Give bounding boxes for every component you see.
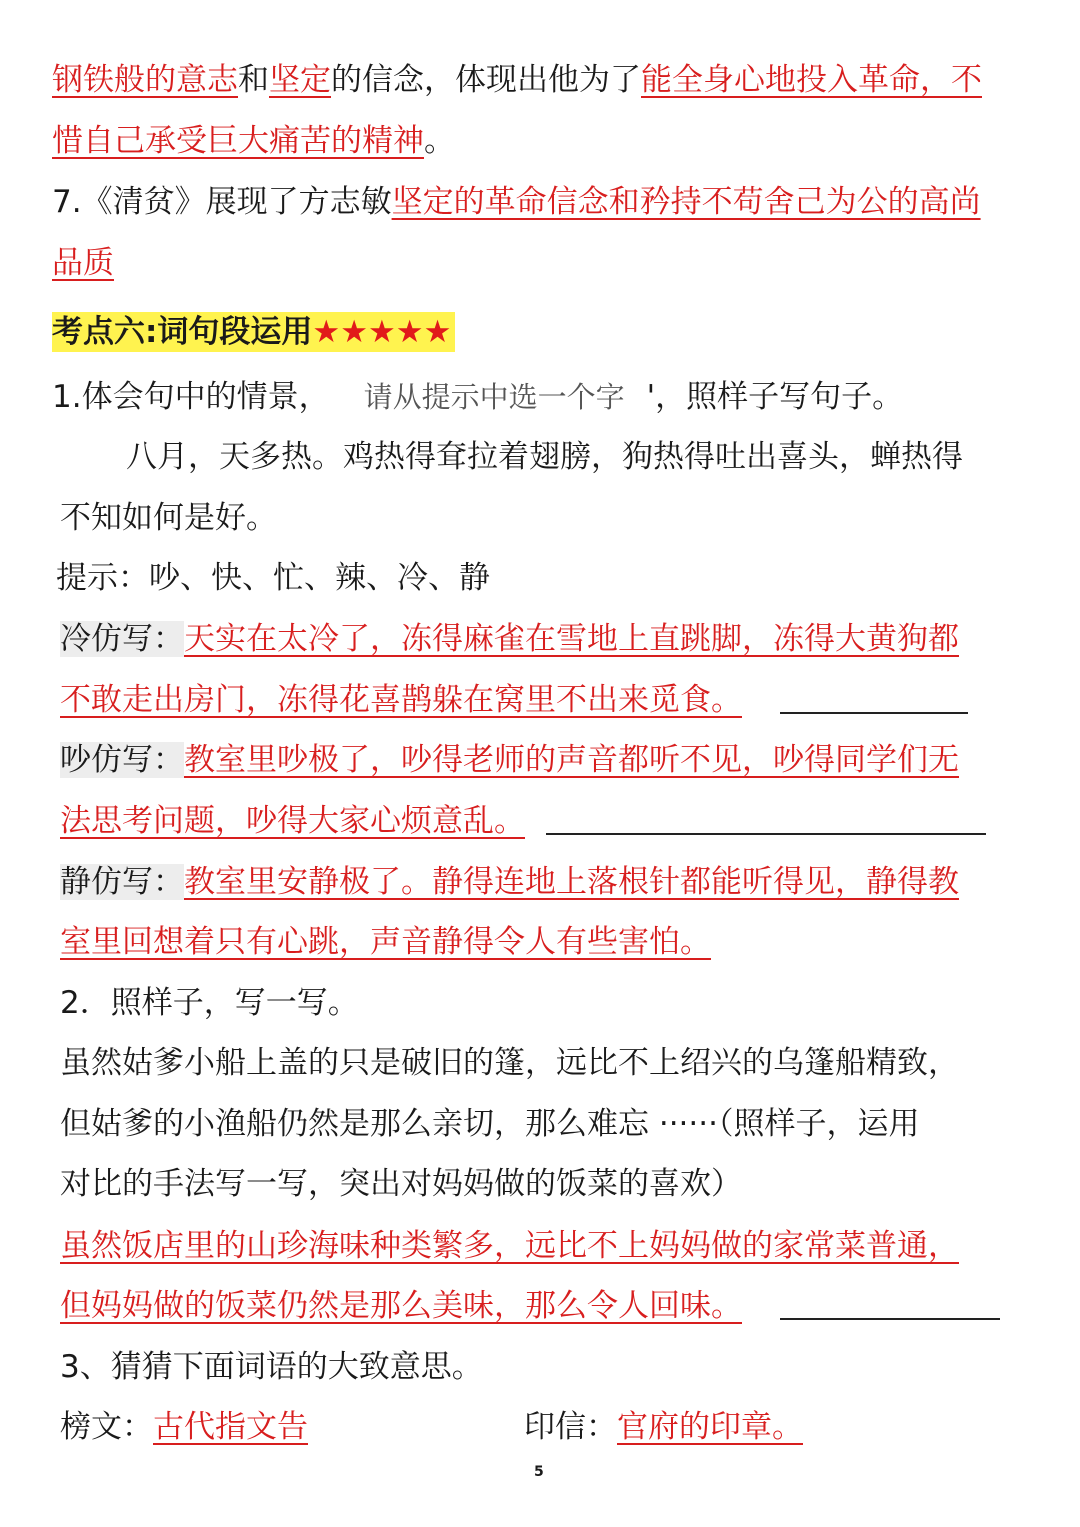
answer-text: 钢铁般的意志 bbox=[52, 62, 238, 98]
answer-text: 室里回想着只有心跳，声音静得令人有些害怕。 bbox=[60, 924, 711, 960]
plain-text: 的信念，体现出他为了 bbox=[331, 62, 641, 98]
question-2-title: 2．照样子，写一写。 bbox=[60, 985, 359, 1021]
example-sentence: 不知如何是好。 bbox=[60, 500, 277, 536]
answer-text: 但妈妈做的饭菜仍然是那么美味，那么令人回味。 bbox=[60, 1288, 742, 1324]
question-1 bbox=[52, 377, 903, 417]
section-title: 考点六:词句段运用 bbox=[52, 314, 313, 350]
q1-stem-end: '，照样子写句子。 bbox=[646, 379, 904, 415]
answer-text: 古代指文告 bbox=[153, 1409, 308, 1445]
q1-stem: 1.体会句中的情景， bbox=[52, 379, 330, 415]
answer-text: 能全身心地投入革命，不 bbox=[641, 62, 982, 98]
word-label: 榜文： bbox=[60, 1409, 153, 1445]
q2-passage: 但姑爹的小渔船仍然是那么亲切，那么难忘 ······（照样子，运用 bbox=[60, 1106, 920, 1142]
answer-label: 吵仿写： bbox=[60, 742, 184, 778]
text-line bbox=[60, 1226, 959, 1266]
item-7 bbox=[52, 182, 981, 222]
item-7-stem: 7.《清贫》展现了方志敏 bbox=[52, 184, 392, 220]
text-line bbox=[60, 1286, 742, 1326]
answer-text: 教室里安静极了。静得连地上落根针都能听得见，静得教 bbox=[184, 864, 959, 900]
text-line bbox=[52, 121, 455, 161]
plain-text: 。 bbox=[424, 123, 455, 159]
section-title-highlight bbox=[52, 312, 455, 352]
example-sentence: 八月，天多热。鸡热得耷拉着翅膀，狗热得吐出喜头，蝉热得 bbox=[126, 439, 963, 475]
answer-blank-line bbox=[546, 833, 986, 835]
answer-text: 天实在太冷了，冻得麻雀在雪地上直跳脚，冻得大黄狗都 bbox=[184, 621, 959, 657]
text-line bbox=[60, 922, 711, 962]
answer-blank-line bbox=[780, 712, 968, 714]
answer-label: 冷仿写： bbox=[60, 621, 184, 657]
q1-stem-faint: 请从提示中选一个字 bbox=[363, 380, 625, 414]
hint-line: 提示：吵、快、忙、辣、冷、静 bbox=[56, 560, 490, 596]
q2-passage: 对比的手法写一写，突出对妈妈做的饭菜的喜欢） bbox=[60, 1166, 742, 1202]
answer-text: 品质 bbox=[52, 245, 114, 281]
section-header bbox=[52, 312, 455, 352]
answer-text: 官府的印章。 bbox=[617, 1409, 803, 1445]
page-number: 5 bbox=[534, 1464, 544, 1480]
answer-text: 坚定 bbox=[269, 62, 331, 98]
text-line bbox=[52, 60, 982, 100]
answer-text: 法思考问题，吵得大家心烦意乱。 bbox=[60, 803, 525, 839]
answer-blank-line bbox=[780, 1318, 1000, 1320]
answer-text: 虽然饭店里的山珍海味种类繁多，远比不上妈妈做的家常菜普通， bbox=[60, 1228, 959, 1264]
answer-text: 不敢走出房门，冻得花喜鹊躲在窝里不出来觅食。 bbox=[60, 682, 742, 718]
star-rating-icon: ★★★★★ bbox=[312, 314, 452, 350]
answer-label: 静仿写： bbox=[60, 864, 184, 900]
answer-cold bbox=[60, 619, 959, 659]
text-line bbox=[60, 801, 525, 841]
answer-noisy bbox=[60, 740, 959, 780]
answer-text: 惜自己承受巨大痛苦的精神 bbox=[52, 123, 424, 159]
answer-quiet bbox=[60, 862, 959, 902]
word-label: 印信： bbox=[524, 1409, 617, 1445]
plain-text: 和 bbox=[238, 62, 269, 98]
q3-word-2 bbox=[524, 1407, 803, 1447]
text-line bbox=[52, 243, 114, 283]
text-line bbox=[60, 680, 742, 720]
answer-text: 教室里吵极了，吵得老师的声音都听不见，吵得同学们无 bbox=[184, 742, 959, 778]
answer-text: 坚定的革命信念和矜持不苟舍己为公的高尚 bbox=[391, 184, 981, 220]
q2-passage: 虽然姑爹小船上盖的只是破旧的篷，远比不上绍兴的乌篷船精致， bbox=[60, 1045, 959, 1081]
question-3-title: 3、猜猜下面词语的大致意思。 bbox=[60, 1349, 483, 1385]
q3-word-1 bbox=[60, 1407, 308, 1447]
